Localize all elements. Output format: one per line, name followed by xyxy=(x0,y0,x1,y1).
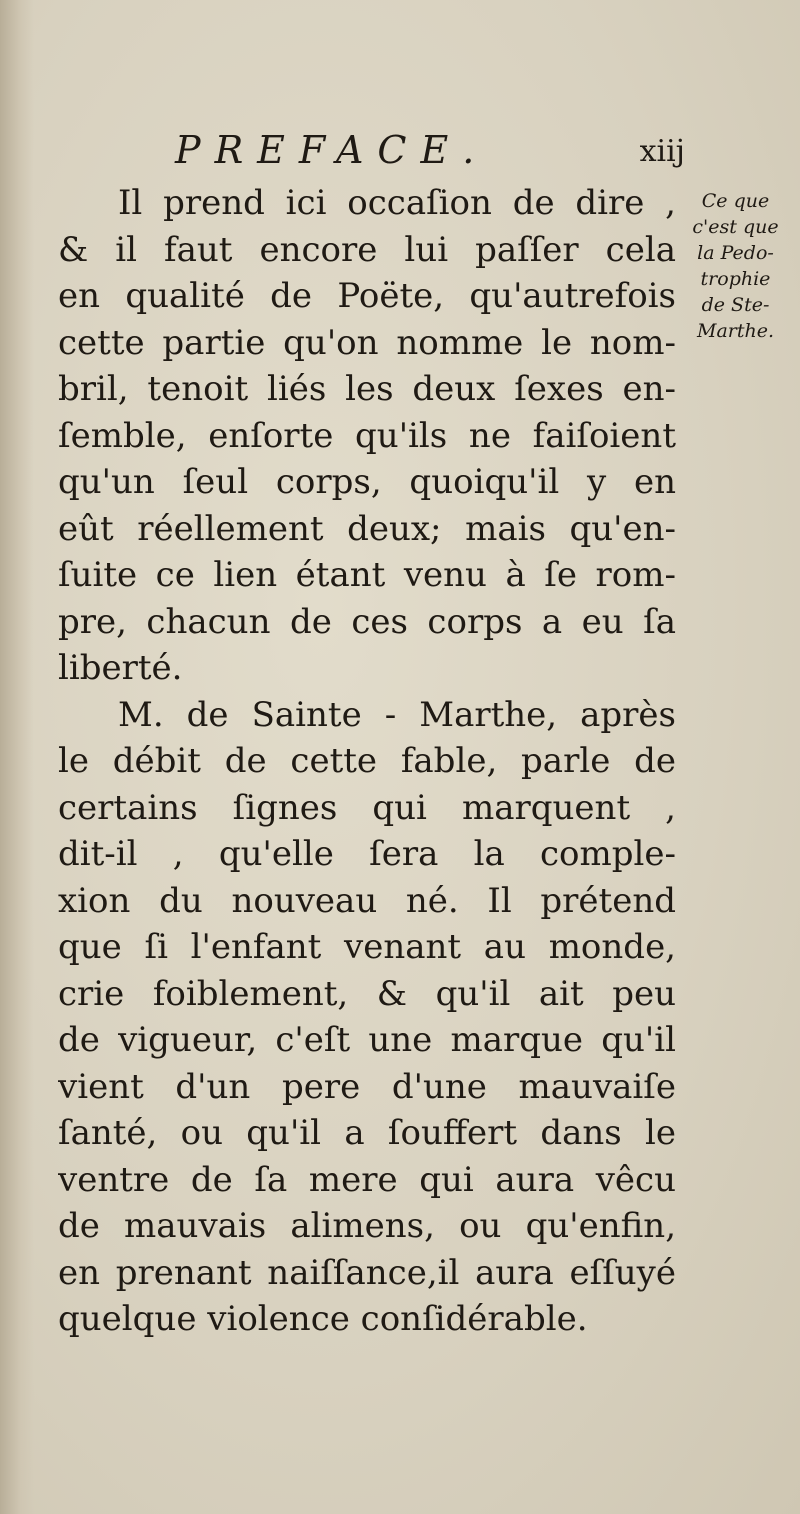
text-line: que ſi l'enfant venant au monde, xyxy=(58,927,676,967)
margin-note-line: de Ste- xyxy=(701,294,770,316)
text-line: ſanté, ou qu'il a ſouffert dans le xyxy=(58,1113,676,1153)
margin-note-line: Marthe. xyxy=(696,320,775,342)
text-line: le débit de cette fable, parle de xyxy=(58,741,676,781)
text-line: de mauvais alimens, ou qu'enfin, xyxy=(58,1206,676,1246)
text-line: de vigueur, c'eſt une marque qu'il xyxy=(58,1020,676,1060)
text-line: Il prend ici occaſion de dire , xyxy=(118,183,676,223)
page-spine-shadow xyxy=(0,0,34,1514)
text-line: ſemble, enſorte qu'ils ne faiſoient xyxy=(58,415,676,456)
text-line: en qualité de Poëte, qu'autrefois xyxy=(58,276,676,316)
margin-note-line: c'est que xyxy=(692,216,779,238)
text-line: crie foiblement, & qu'il ait peu xyxy=(58,973,676,1014)
margin-note xyxy=(678,188,793,344)
text-line: ſuite ce lien étant venu à ſe rom- xyxy=(58,555,676,595)
text-line: pre, chacun de ces corps a eu ſa xyxy=(58,601,676,642)
text-line: vient d'un pere d'une mauvaiſe xyxy=(58,1066,676,1107)
margin-note-line: Ce que xyxy=(701,190,770,212)
text-line: liberté. xyxy=(58,648,183,688)
text-line: M. de Sainte - Marthe, après xyxy=(118,694,676,735)
text-line: dit-il , qu'elle ſera la comple- xyxy=(58,834,676,874)
margin-note-line: la Pedo- xyxy=(697,242,774,264)
text-line: qu'un ſeul corps, quoiqu'il y en xyxy=(58,462,676,502)
margin-note-line: trophie xyxy=(700,268,771,290)
body-text xyxy=(58,180,676,1343)
text-line: eût réellement deux; mais qu'en- xyxy=(58,508,676,549)
text-line: xion du nouveau né. Il prétend xyxy=(58,880,676,921)
page-header xyxy=(175,128,685,180)
page-number: xiij xyxy=(639,134,685,169)
text-line: en prenant naiſſance,il aura eſſuyé xyxy=(58,1252,676,1293)
text-line: bril, tenoit liés les deux ſexes en- xyxy=(58,369,676,409)
running-head: PREFACE. xyxy=(175,128,489,172)
text-line: quelque violence conſidérable. xyxy=(58,1299,588,1339)
text-line: & il faut encore lui paſſer cela xyxy=(58,229,676,270)
text-line: certains ſignes qui marquent , xyxy=(58,787,676,828)
text-line: ventre de ſa mere qui aura vêcu xyxy=(58,1159,676,1200)
text-line: cette partie qu'on nomme le nom- xyxy=(58,322,676,363)
